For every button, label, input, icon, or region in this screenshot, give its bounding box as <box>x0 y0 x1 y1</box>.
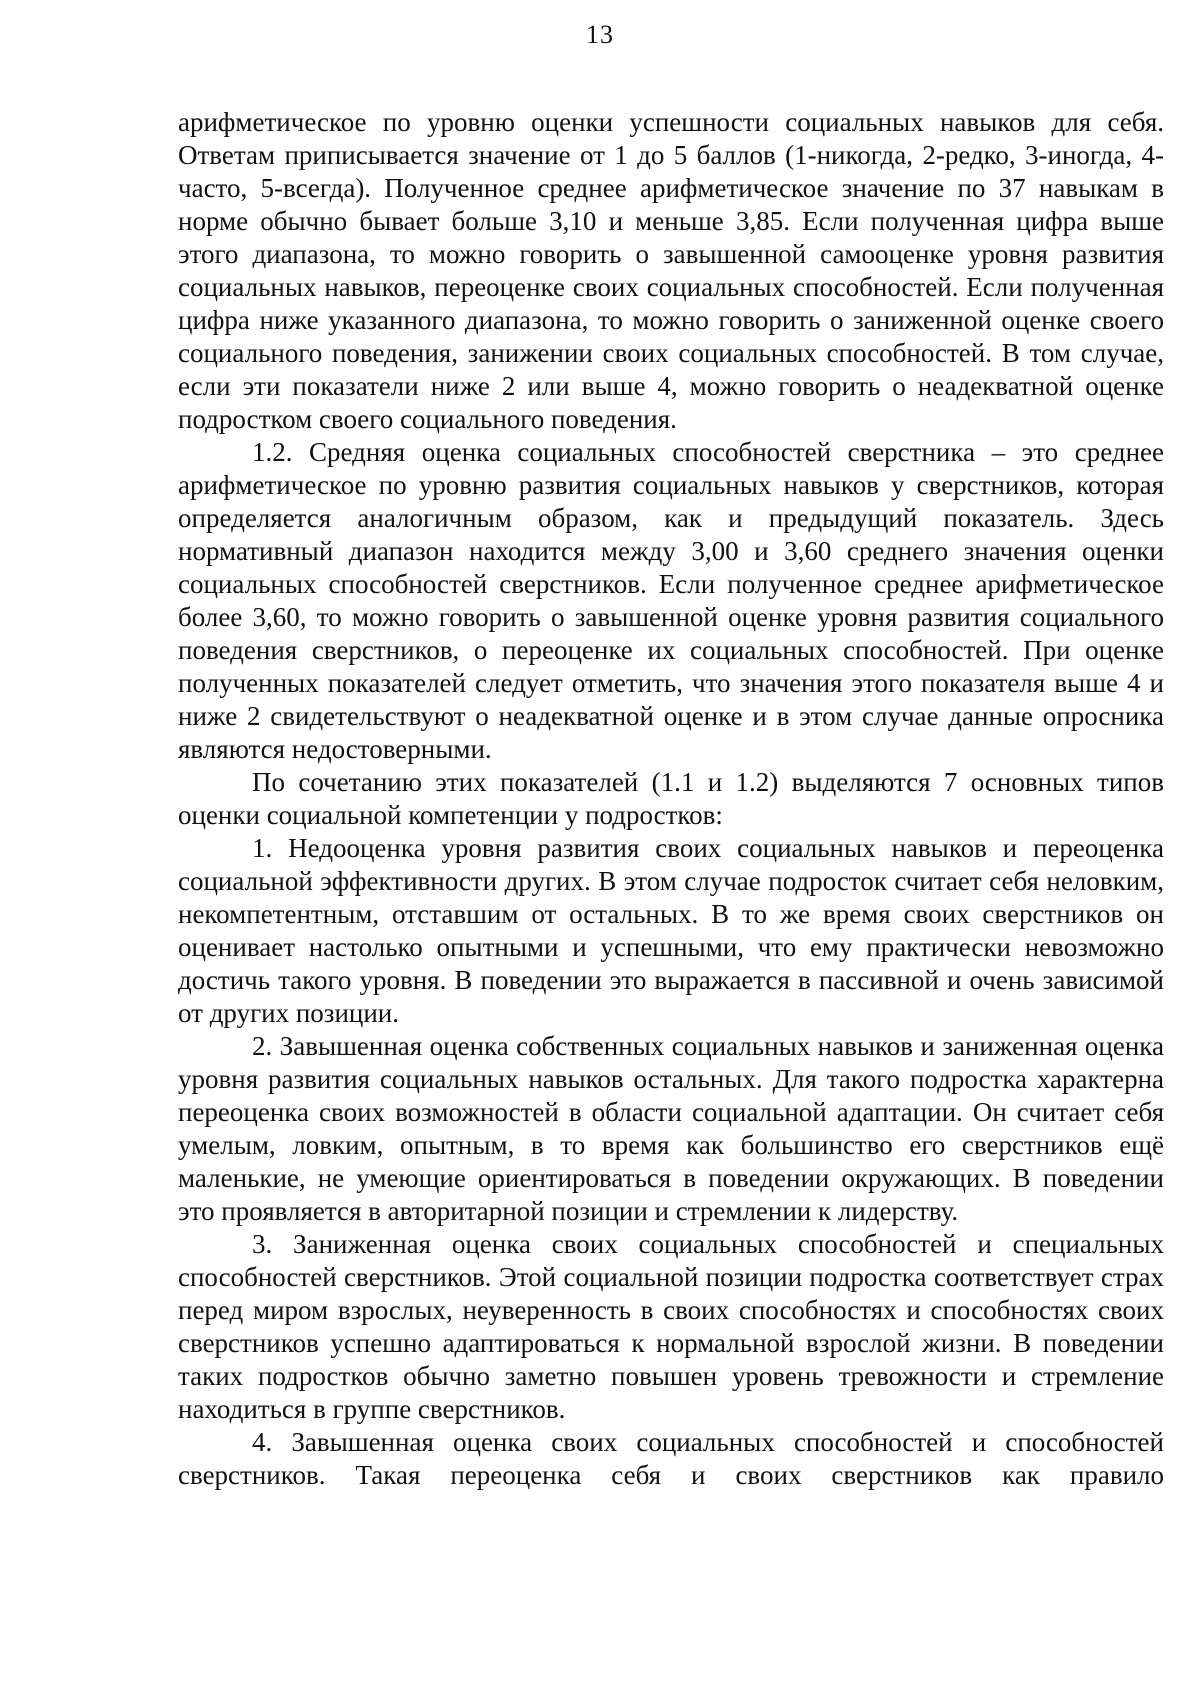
paragraph-type-3: 3. Заниженная оценка своих социальных способностей и специальных способностей сверстников. Этой социальной позиции подростка соответствует страх перед миром взрослых, неуверенность в своих способностях и способностях своих сверстников успешно адаптироваться к нормальной взрослой жизни. В поведении таких подростков обычно заметно повышен уровень тревожности и стремление находиться в группе сверстников. <box>178 1229 1164 1424</box>
paragraph-type-1: 1. Недооценка уровня развития своих социальных навыков и переоценка социальной эффективности других. В этом случае подросток считает себя неловким, некомпетентным, отставшим от остальных. В то же время своих сверстников он оценивает настолько опытными и успешными, что ему практически невозможно достичь такого уровня. В поведении это выражается в пассивной и очень зависимой от других позиции. <box>178 833 1164 1028</box>
paragraph-continuation: арифметическое по уровню оценки успешности социальных навыков для себя. Ответам приписывается значение от 1 до 5 баллов (1-никогда, 2-редко, 3-иногда, 4-часто, 5-всегда). Полученное среднее арифметическое значение по 37 навыкам в норме обычно бывает больше 3,10 и меньше 3,85. Если полученная цифра выше этого диапазона, то можно говорить о завышенной самооценке уровня развития социальных навыков, переоценке своих социальных способностей. Если полученная цифра ниже указанного диапазона, то можно говорить о заниженной оценке своего социального поведения, занижении своих социальных способностей. В том случае, если эти показатели ниже 2 или выше 4, можно говорить о неадекватной оценке подростком своего социального поведения. <box>178 107 1164 434</box>
paragraph-peer-assessment: 1.2. Средняя оценка социальных способностей сверстника – это среднее арифметическое по уровню развития социальных навыков у сверстников, которая определяется аналогичным образом, как и предыдущий показатель. Здесь нормативный диапазон находится между 3,00 и 3,60 среднего значения оценки социальных способностей сверстников. Если полученное среднее арифметическое более 3,60, то можно говорить о завышенной оценке уровня развития социального поведения сверстников, о переоценке их социальных способностей. При оценке полученных показателей следует отметить, что значения этого показателя выше 4 и ниже 2 свидетельствуют о неадекватной оценке и в этом случае данные опросника являются недостоверными. <box>178 437 1164 764</box>
document-body <box>178 106 1164 1492</box>
paragraph-type-2: 2. Завышенная оценка собственных социальных навыков и заниженная оценка уровня развития социальных навыков остальных. Для такого подростка характерна переоценка своих возможностей в области социальной адаптации. Он считает себя умелым, ловким, опытным, в то время как большинство его сверстников ещё маленькие, не умеющие ориентироваться в поведении окружающих. В поведении это проявляется в авторитарной позиции и стремлении к лидерству. <box>178 1031 1164 1226</box>
paragraph-type-4: 4. Завышенная оценка своих социальных способностей и способностей сверстников. Такая переоценка себя и своих сверстников как правило <box>178 1427 1164 1490</box>
paragraph-types-intro: По сочетанию этих показателей (1.1 и 1.2) выделяются 7 основных типов оценки социальной компетенции у подростков: <box>178 767 1164 830</box>
page-number: 13 <box>586 20 614 49</box>
